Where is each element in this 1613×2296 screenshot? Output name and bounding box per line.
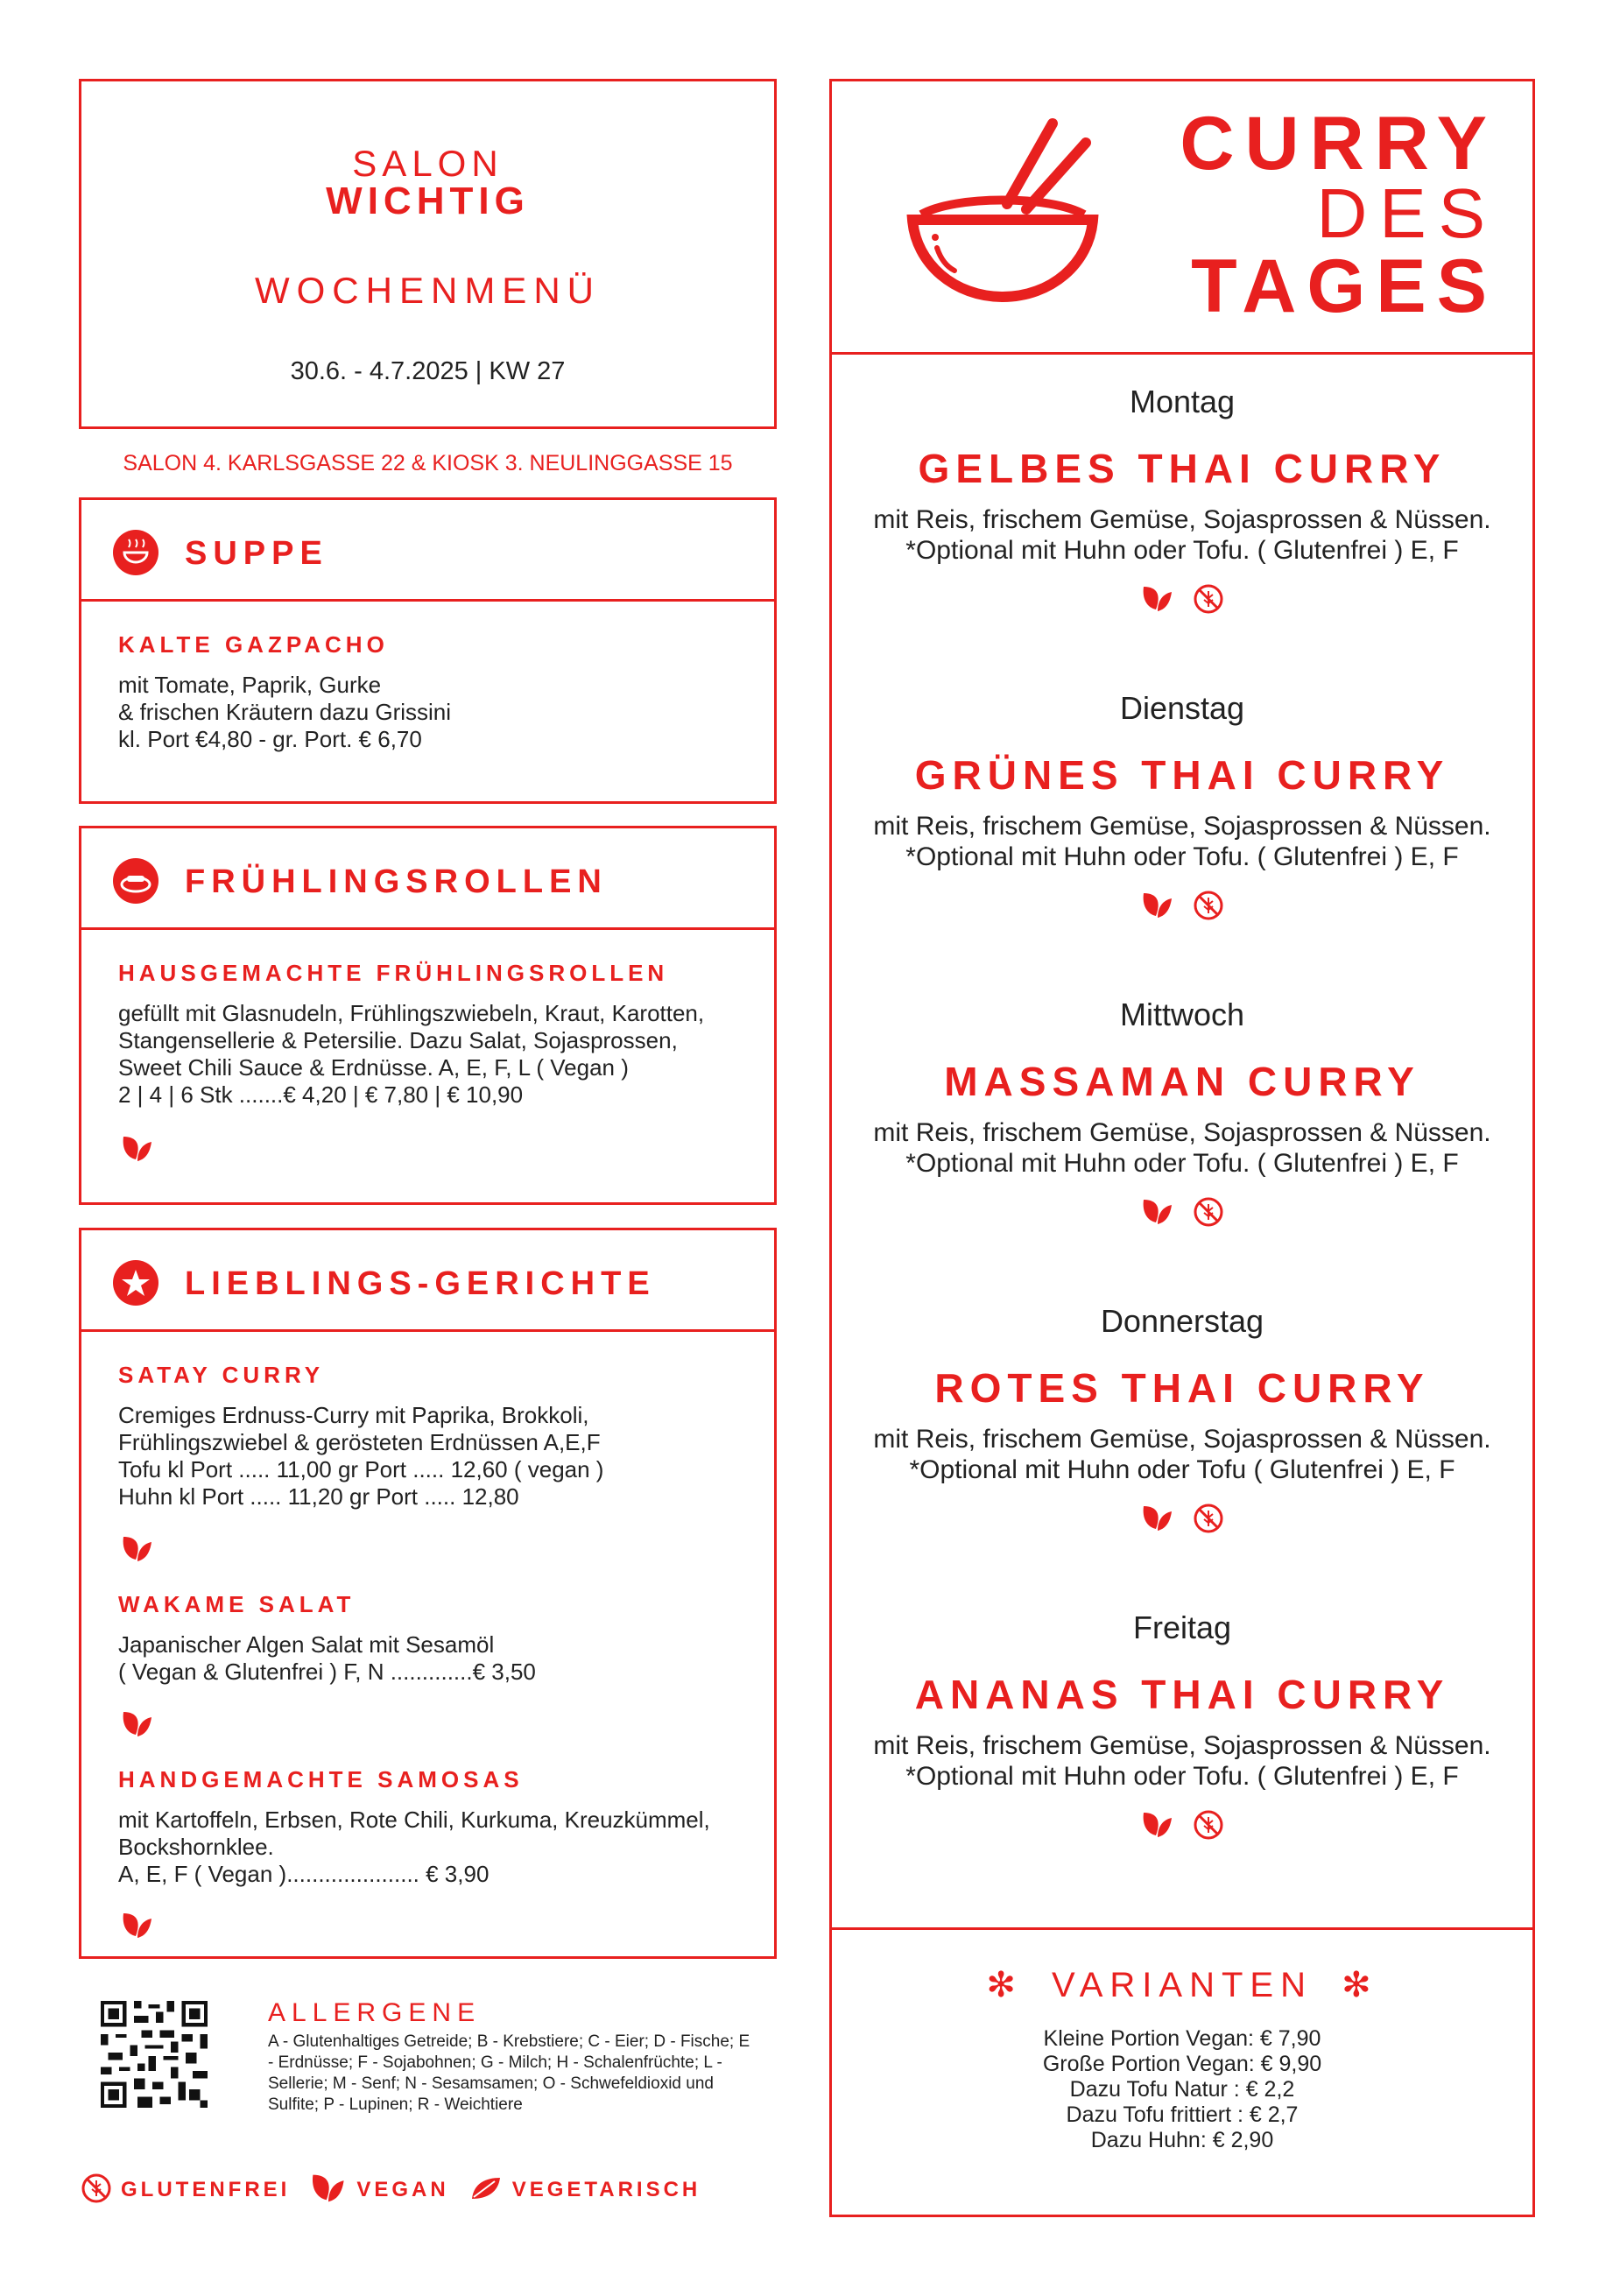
day-dish-title: ROTES THAI CURRY [934,1365,1430,1411]
day-block-dienstag [832,690,1532,926]
date-range: 30.6. - 4.7.2025 | KW 27 [290,357,566,385]
varianten-section [832,1927,1532,2217]
day-dish-description: mit Reis, frischem Gemüse, Sojasprossen & Nüssen. *Optional mit Huhn oder Tofu ( Glutenfrei ) E, F [873,1425,1491,1484]
vegan-icon [120,1533,155,1569]
section-title: SUPPE [185,535,328,572]
item-title: KALTE GAZPACHO [118,631,389,658]
legend [81,2170,720,2210]
soup-bowl-icon [113,530,158,575]
curry-title-line1: CURRY [1180,102,1497,186]
vegan-icon [120,1708,155,1744]
day-name: Mittwoch [1119,997,1245,1032]
brand-wichtig: WICHTIG [326,180,530,222]
asterisk-icon: ✻ [1342,1966,1378,2004]
day-diet-icons [832,1196,1532,1232]
day-dish-description: mit Reis, frischem Gemüse, Sojasprossen & Nüssen. *Optional mit Huhn oder Tofu. ( Glutenfrei ) E, F [873,1118,1491,1178]
bowl-chopsticks-icon [902,116,1103,313]
item-title: HANDGEMACHTE SAMOSAS [118,1766,524,1792]
item-description: Cremiges Erdnuss-Curry mit Paprika, Brokkoli, Frühlingszwiebel & gerösteten Erdnüssen A,E,F Tofu kl Port ..... 11,00 gr Port ..... 12,60 ( vegan ) Huhn kl Port ..... 11,20 gr Port ..... 12,80 [118,1402,604,1510]
varianten-list [832,2026,1532,2153]
day-name: Dienstag [1119,690,1245,726]
legend-vegetarisch-label: VEGETARISCH [511,2178,701,2201]
qr-code[interactable] [101,2001,208,2108]
day-block-freitag [832,1609,1532,1845]
item-title: HAUSGEMACHTE FRÜHLINGSROLLEN [118,960,669,986]
curry-header [832,81,1532,355]
locations-line: SALON 4. KARLSGASSE 22 & KIOSK 3. NEULINGGASSE 15 [123,451,733,475]
vegan-icon [1140,1503,1175,1539]
variant-line: Dazu Tofu Natur : € 2,2 [1069,2077,1295,2102]
glutenfree-icon [1193,583,1224,619]
day-block-mittwoch [832,997,1532,1232]
curry-des-tages-box [829,79,1535,2217]
day-block-donnerstag [832,1303,1532,1539]
star-icon [113,1260,158,1306]
variant-line: Dazu Tofu frittiert : € 2,7 [1066,2102,1299,2127]
section-lieblings [79,1228,777,1959]
section-header [81,500,774,602]
section-fruehlingsrollen [79,826,777,1205]
day-name: Donnerstag [1100,1303,1264,1339]
glutenfree-icon [1193,1503,1224,1539]
brand-salon: SALON [352,143,504,184]
day-dish-title: ANANAS THAI CURRY [914,1672,1450,1717]
day-diet-icons [832,1809,1532,1845]
day-block-montag [832,384,1532,619]
day-dish-description: mit Reis, frischem Gemüse, Sojasprossen & Nüssen. *Optional mit Huhn oder Tofu. ( Glutenfrei ) E, F [873,1731,1491,1791]
glutenfree-icon [1193,890,1224,926]
legend-vegan-label: VEGAN [356,2178,449,2201]
variant-line: Dazu Huhn: € 2,90 [1090,2128,1274,2152]
asterisk-icon: ✻ [986,1966,1023,2004]
day-dish-title: MASSAMAN CURRY [944,1059,1420,1104]
header-box [79,79,777,429]
day-name: Montag [1129,384,1236,419]
day-dish-title: GRÜNES THAI CURRY [914,752,1450,798]
glutenfree-icon [1193,1196,1224,1232]
day-dish-title: GELBES THAI CURRY [918,446,1447,491]
vegan-icon [120,1133,155,1169]
day-diet-icons [832,1503,1532,1539]
spring-roll-plate-icon [113,858,158,904]
section-title: FRÜHLINGSROLLEN [185,863,608,900]
allergens-text: A - Glutenhaltiges Getreide; B - Krebstiere; C - Eier; D - Fische; E - Erdnüsse; F - Sojabohnen; G - Milch; H - Schalenfrüchte; L - Sellerie; M - Senf; N - Sesamsamen; O - Schwefeldioxid und Sulfite; P - Lupinen; R - Weichtiere [268,2032,750,2114]
varianten-header [832,1965,1532,2005]
varianten-title: VARIANTEN [1052,1966,1313,2004]
section-suppe [79,497,777,804]
day-diet-icons [832,583,1532,619]
item-description: mit Tomate, Paprik, Gurke & frischen Kräutern dazu Grissini kl. Port €4,80 - gr. Port. € 6,70 [118,672,452,752]
curry-title-line3: TAGES [1191,244,1497,328]
glutenfree-icon [81,2173,112,2208]
day-dish-description: mit Reis, frischem Gemüse, Sojasprossen & Nüssen. *Optional mit Huhn oder Tofu. ( Glutenfrei ) E, F [873,812,1491,871]
vegan-icon [309,2171,348,2210]
item-description: Japanischer Algen Salat mit Sesamöl ( Vegan & Glutenfrei ) F, N .............€ 3,50 [118,1631,536,1685]
section-title: LIEBLINGS-GERICHTE [185,1265,656,1302]
vegan-icon [1140,890,1175,926]
glutenfree-icon [1193,1809,1224,1845]
section-header [81,828,774,930]
day-name: Freitag [1132,1609,1232,1645]
page-title: WOCHENMENÜ [255,270,601,311]
item-title: SATAY CURRY [118,1362,325,1388]
vegan-icon [120,1910,155,1946]
variant-line: Kleine Portion Vegan: € 7,90 [1043,2026,1321,2051]
item-description: gefüllt mit Glasnudeln, Frühlingszwiebeln, Kraut, Karotten, Stangensellerie & Petersilie. Dazu Salat, Sojasprossen, Sweet Chili Sauce & Erdnüsse. A, E, F, L ( Vegan ) 2 | 4 | 6 Stk .......€ 4,20 | € 7,80 | € 10,90 [118,1000,705,1108]
vegan-icon [1140,1196,1175,1232]
curry-title-line2: DES [1316,174,1497,252]
section-header [81,1230,774,1332]
variant-line: Große Portion Vegan: € 9,90 [1042,2052,1322,2076]
allergens-title: ALLERGENE [268,1998,482,2027]
legend-glutenfree-label: GLUTENFREI [121,2178,291,2201]
day-dish-description: mit Reis, frischem Gemüse, Sojasprossen & Nüssen. *Optional mit Huhn oder Tofu. ( Glutenfrei ) E, F [873,505,1491,565]
item-title: WAKAME SALAT [118,1591,356,1617]
vegetarian-leaf-icon [468,2174,504,2207]
vegan-icon [1140,1809,1175,1845]
item-description: mit Kartoffeln, Erbsen, Rote Chili, Kurkuma, Kreuzkümmel, Bockshornklee. A, E, F ( Vegan )..................... € 3,90 [118,1807,710,1887]
day-diet-icons [832,890,1532,926]
vegan-icon [1140,583,1175,619]
